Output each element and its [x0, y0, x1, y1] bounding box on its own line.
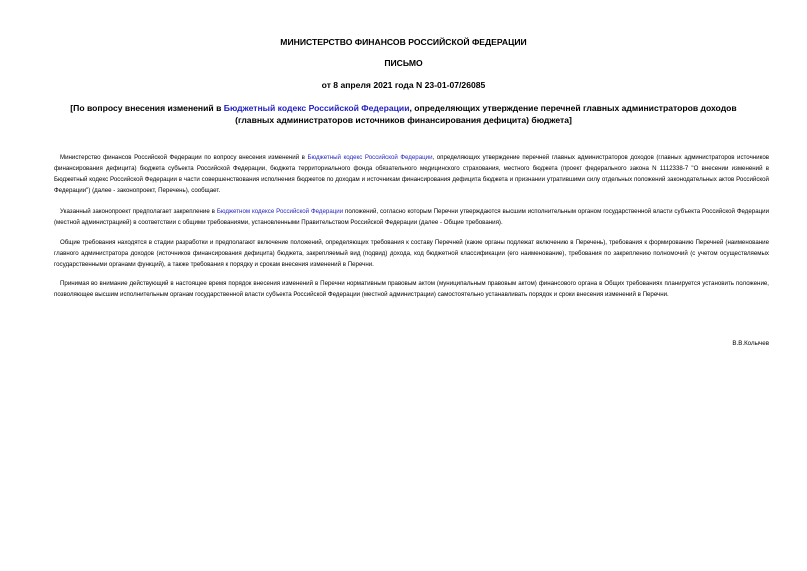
paragraph-1 [54, 152, 769, 196]
paragraph-4: Принимая во внимание действующий в настоящее время порядок внесения изменений в Перечни нормативным правовым актом (муниципальным правовым актом) финансового органа в Общих требованиях планируется установить положение, позволяющее высшим исполнительным органам государственной власти субъекта Российской Федерации (местной администрации) самостоятельно устанавливать порядок и сроки внесения изменений в Перечни. [54, 280, 769, 298]
document-subject [0, 103, 807, 126]
paragraph-1-budget-code-link[interactable]: Бюджетный кодекс Российской Федерации [307, 154, 433, 161]
paragraph-2-before: Указанный законопроект предполагает закрепление в [60, 208, 217, 215]
paragraph-3: Общие требования находятся в стадии разработки и предполагают включение положений, определяющих требования к составу Перечней (какие органы подлежат включению в Перечень), требования к формированию Перечней (наименование главного администратора доходов (источников финансирования дефицита) бюджета, закрепляемый вид (подвид) дохода, код бюджетной классификации (его наименование), требования по закреплению полномочий (с учетом осуществляемых государственными органами функций), а также требования к порядку и срокам внесения изменений в Перечни. [54, 239, 769, 268]
paragraph-1-after: , определяющих утверждение перечней главных администраторов доходов (главных администраторов источников финансирования дефицита) бюджета субъекта Российской Федерации, бюджета территориального фонда обязательного медицинского страхования, местного бюджета (проект федерального закона N 1112338-7 "О внесении изменений в Бюджетный кодекс Российской Федерации в части совершенствования исполнения бюджетов по доходам и источникам финансирования дефицита бюджета и признании утратившими силу отдельных положений законодательных актов Российской Федерации") (далее - законопроект, Перечень), сообщает. [54, 154, 770, 194]
subject-line2: (главных администраторов источников финансирования дефицита) бюджета] [235, 114, 572, 125]
paragraph-2-after: положений, согласно которым Перечни утверждаются высшим исполнительным органом государственной власти субъекта Российской Федерации (местной администрацией) в соответствии с общими требованиями, установленными Правительством Российской Федерации (далее - Общие требования). [54, 208, 769, 226]
document-date-number: от 8 апреля 2021 года N 23-01-07/26085 [321, 80, 486, 90]
ministry-title: МИНИСТЕРСТВО ФИНАНСОВ РОССИЙСКОЙ ФЕДЕРАЦИИ [280, 37, 527, 47]
budget-code-link[interactable]: Бюджетный кодекс Российской Федерации [223, 103, 410, 113]
signature: В.В.Колычев [732, 340, 769, 347]
paragraph-2-budget-code-link[interactable]: Бюджетном кодексе Российской Федерации [216, 208, 344, 215]
paragraph-1-before: Министерство финансов Российской Федерации по вопросу внесения изменений в [60, 154, 308, 161]
document-type: ПИСЬМО [384, 58, 423, 68]
subject-line1-rest: , определяющих утверждение перечней главных администраторов доходов [409, 103, 737, 113]
subject-open-text: [По вопросу внесения изменений в [70, 103, 224, 113]
paragraph-2 [54, 206, 769, 228]
